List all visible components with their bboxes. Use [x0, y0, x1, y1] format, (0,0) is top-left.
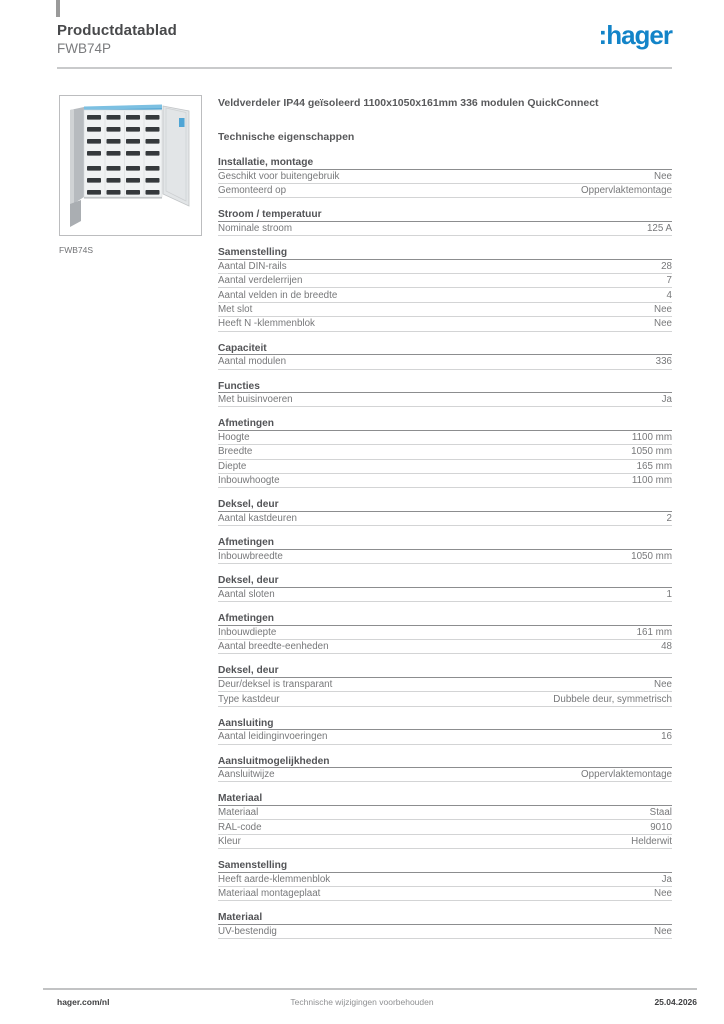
spec-label: Materiaal montageplaat [218, 888, 321, 900]
spec-row [218, 550, 672, 564]
spec-label: Breedte [218, 446, 253, 458]
module-slot [87, 139, 101, 144]
spec-section-title: Aansluiting [218, 718, 672, 731]
module-slot [126, 151, 140, 156]
spec-label: Met buisinvoeren [218, 394, 293, 406]
spec-section [218, 860, 672, 901]
spec-label: Gemonteerd op [218, 185, 287, 197]
spec-value: 1 [666, 588, 672, 600]
module-slot [146, 151, 160, 156]
spec-value: Oppervlaktemontage [581, 185, 672, 197]
spec-label: Aantal verdelerrijen [218, 275, 303, 287]
module-slot [87, 127, 101, 132]
spec-value: 2 [666, 513, 672, 525]
spec-row [218, 460, 672, 474]
spec-row [218, 835, 672, 849]
spec-label: Inbouwdiepte [218, 626, 277, 638]
module-slot [107, 127, 121, 132]
spec-label: Aantal breedte-eenheden [218, 641, 329, 653]
spec-sections [218, 157, 672, 950]
spec-value: Nee [654, 170, 672, 182]
module-slot [107, 139, 121, 144]
spec-value: Nee [654, 679, 672, 691]
spec-section [218, 718, 672, 745]
spec-label: Type kastdeur [218, 693, 280, 705]
cabinet-illustration [60, 96, 201, 235]
spec-value: 4 [666, 289, 672, 301]
spec-section-title: Materiaal [218, 912, 672, 925]
spec-label: Geschikt voor buitengebruik [218, 170, 340, 182]
spec-label: Deur/deksel is transparant [218, 679, 333, 691]
spec-row [218, 260, 672, 274]
spec-section-title: Materiaal [218, 793, 672, 806]
spec-label: Heeft aarde-klemmenblok [218, 873, 331, 885]
spec-label: Aantal leidinginvoeringen [218, 731, 328, 743]
spec-value: 16 [661, 731, 672, 743]
spec-section [218, 209, 672, 236]
spec-row [218, 288, 672, 302]
spec-value: 1050 mm [631, 446, 672, 458]
module-slot [146, 139, 160, 144]
cabinet-left-door-edge [70, 109, 74, 206]
spec-value: 7 [666, 275, 672, 287]
spec-row [218, 887, 672, 901]
spec-section-title: Afmetingen [218, 537, 672, 550]
spec-value: 48 [661, 641, 672, 653]
product-title: Veldverdeler IP44 geïsoleerd 1100x1050x161mm 336 modulen QuickConnect [218, 97, 599, 109]
spec-row [218, 303, 672, 317]
spec-row [218, 640, 672, 654]
spec-section-title: Installatie, montage [218, 157, 672, 170]
spec-label: Aantal velden in de breedte [218, 289, 338, 301]
footer-notice: Technische wijzigingen voorbehouden [290, 997, 434, 1007]
module-slot [107, 178, 121, 183]
module-slot [126, 127, 140, 132]
spec-value: Ja [661, 873, 672, 885]
spec-label: Aansluitwijze [218, 769, 275, 781]
spec-value: 165 mm [636, 460, 672, 472]
product-image-box [59, 95, 202, 236]
module-slot [126, 139, 140, 144]
spec-row [218, 445, 672, 459]
spec-row [218, 184, 672, 198]
module-slot [146, 178, 160, 183]
spec-label: Met slot [218, 304, 253, 316]
spec-section-title: Functies [218, 381, 672, 394]
spec-label: Nominale stroom [218, 222, 293, 234]
spec-value: Oppervlaktemontage [581, 769, 672, 781]
technical-properties-heading: Technische eigenschappen [218, 131, 355, 143]
product-image-caption: FWB74S [59, 245, 94, 255]
spec-row [218, 588, 672, 602]
spec-section [218, 157, 672, 198]
spec-row [218, 393, 672, 407]
spec-section [218, 575, 672, 602]
spec-section [218, 343, 672, 370]
footer-website: hager.com/nl [57, 997, 110, 1007]
spec-label: Aantal kastdeuren [218, 513, 297, 525]
document-type-title: Productdatablad [57, 22, 177, 39]
spec-label: Aantal sloten [218, 588, 275, 600]
spec-section [218, 381, 672, 408]
spec-section [218, 613, 672, 654]
module-slot [87, 166, 101, 171]
spec-label: Heeft N -klemmenblok [218, 318, 315, 330]
module-slot [146, 127, 160, 132]
spec-section [218, 793, 672, 849]
spec-value: Nee [654, 304, 672, 316]
spec-value: 161 mm [636, 626, 672, 638]
spec-value: Staal [649, 807, 672, 819]
spec-row [218, 678, 672, 692]
spec-section [218, 537, 672, 564]
hager-logo: :hager [598, 20, 672, 50]
spec-value: Nee [654, 318, 672, 330]
spec-section [218, 418, 672, 488]
spec-value: 125 A [646, 222, 672, 234]
spec-row [218, 925, 672, 939]
header-divider [57, 67, 672, 69]
module-slot [87, 178, 101, 183]
spec-row [218, 355, 672, 369]
cabinet-bottom-edge [84, 197, 162, 199]
module-slot [146, 166, 160, 171]
spec-row [218, 692, 672, 706]
spec-row [218, 317, 672, 331]
spec-row [218, 873, 672, 887]
spec-value: 336 [655, 356, 672, 368]
spec-section [218, 499, 672, 526]
spec-section-title: Samenstelling [218, 860, 672, 873]
spec-row [218, 768, 672, 782]
page-edge-mark [56, 0, 60, 17]
spec-section-title: Deksel, deur [218, 499, 672, 512]
footer-date: 25.04.2026 [654, 997, 697, 1007]
footer-divider [43, 988, 697, 990]
spec-value: 9010 [650, 821, 672, 833]
spec-row [218, 274, 672, 288]
module-slot [87, 151, 101, 156]
module-slot [126, 115, 140, 120]
spec-row [218, 512, 672, 526]
module-slot [107, 151, 121, 156]
module-slot [107, 190, 121, 195]
spec-value: 28 [661, 260, 672, 272]
spec-label: Inbouwhoogte [218, 475, 280, 487]
spec-section-title: Aansluitmogelijkheden [218, 756, 672, 769]
spec-label: Aantal modulen [218, 356, 287, 368]
spec-row [218, 806, 672, 820]
spec-section-title: Afmetingen [218, 418, 672, 431]
spec-section-title: Capaciteit [218, 343, 672, 356]
spec-value: Nee [654, 926, 672, 938]
spec-label: UV-bestendig [218, 926, 277, 938]
spec-label: Materiaal [218, 807, 259, 819]
cabinet-left-foot [70, 200, 81, 227]
spec-row [218, 170, 672, 184]
spec-label: Inbouwbreedte [218, 551, 283, 563]
spec-section [218, 756, 672, 783]
product-code: FWB74P [57, 41, 112, 56]
spec-row [218, 222, 672, 236]
module-slot [126, 178, 140, 183]
spec-section-title: Stroom / temperatuur [218, 209, 672, 222]
spec-value: 1100 mm [631, 432, 672, 444]
spec-section-title: Afmetingen [218, 613, 672, 626]
spec-value: 1050 mm [631, 551, 672, 563]
spec-section [218, 665, 672, 706]
spec-section-title: Samenstelling [218, 247, 672, 260]
spec-row [218, 730, 672, 744]
spec-section-title: Deksel, deur [218, 665, 672, 678]
spec-label: Kleur [218, 835, 241, 847]
module-slot [87, 190, 101, 195]
spec-value: Nee [654, 888, 672, 900]
cabinet-right-door [163, 106, 189, 206]
spec-value: Dubbele deur, symmetrisch [553, 693, 672, 705]
spec-section-title: Deksel, deur [218, 575, 672, 588]
spec-section [218, 247, 672, 331]
spec-value: Helderwit [631, 835, 672, 847]
module-slot [126, 190, 140, 195]
module-slot [107, 166, 121, 171]
spec-label: RAL-code [218, 821, 262, 833]
cabinet-door-label [179, 118, 185, 127]
spec-value: 1100 mm [631, 475, 672, 487]
spec-row [218, 474, 672, 488]
spec-label: Diepte [218, 460, 247, 472]
spec-row [218, 626, 672, 640]
spec-row [218, 820, 672, 834]
module-slot [146, 190, 160, 195]
spec-label: Hoogte [218, 432, 250, 444]
spec-label: Aantal DIN-rails [218, 260, 287, 272]
spec-value: Ja [661, 394, 672, 406]
module-slot [87, 115, 101, 120]
spec-section [218, 912, 672, 939]
module-slot [146, 115, 160, 120]
spec-row [218, 431, 672, 445]
module-slot [126, 166, 140, 171]
module-slot [107, 115, 121, 120]
